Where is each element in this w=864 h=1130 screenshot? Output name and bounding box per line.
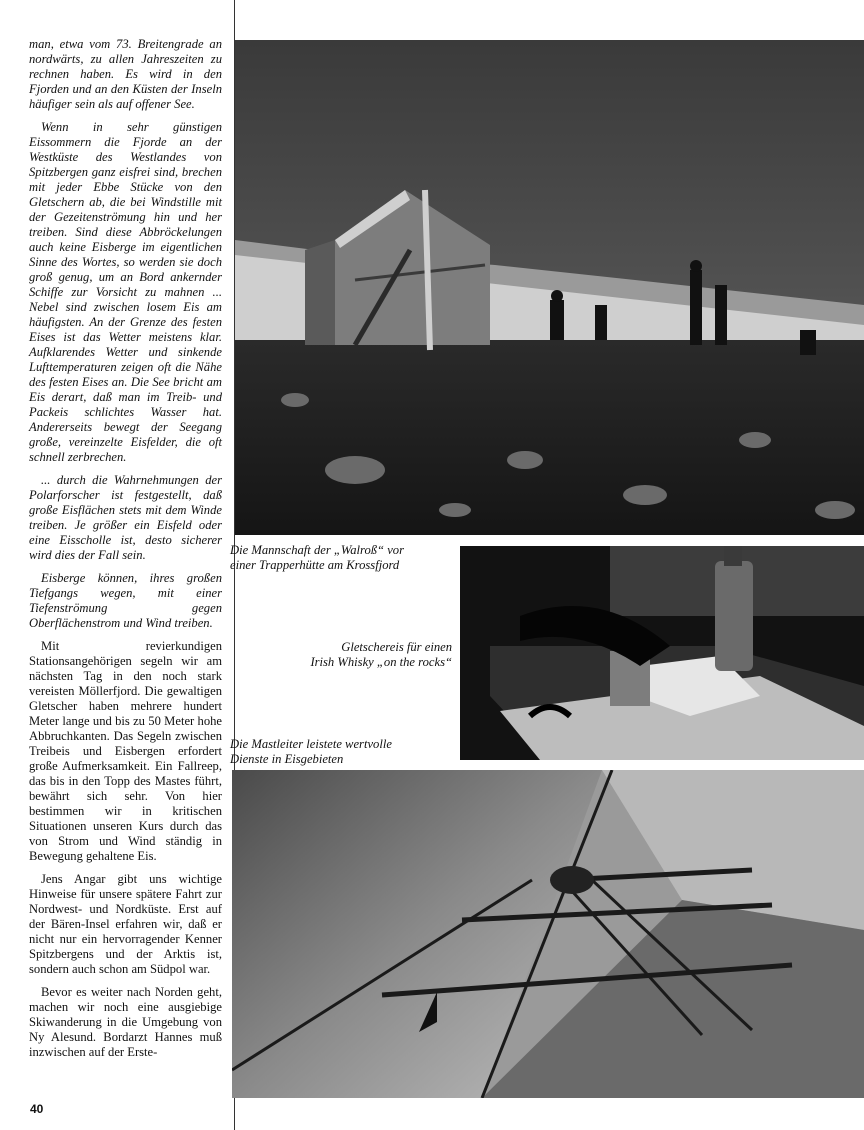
caption-trapper-hut [230, 543, 404, 573]
paragraph: Jens Angar gibt uns wichtige Hinweise für unsere spätere Fahrt zur Nordwest- und Nordküste. Erst auf der Bären-Insel erfahren wir, daß er nicht nur ein hervorragender Kenner Spitzbergens und der Arktis ist, sondern auch schon am Südpol war. [29, 872, 222, 976]
page-number: 40 [30, 1102, 44, 1116]
paragraph: ... durch die Wahrnehmungen der Polarforscher ist festgestellt, daß große Eisflächen stets mit dem Winde treiben. Je größer ein Eisfeld oder eine Eisscholle ist, desto sicherer wird dies der Fall sein. [29, 473, 222, 562]
caption-line: Dienste in Eisgebieten [230, 752, 344, 766]
mast-ladder-photo [232, 770, 864, 1098]
paragraph: man, etwa vom 73. Breitengrade an nordwärts, zu allen Jahreszeiten zu rechnen haben. Es wird in den Fjorden und an den Küsten der Inseln häufiger sein als auf offener See. [29, 37, 222, 111]
caption-line: einer Trapperhütte am Krossfjord [230, 558, 400, 572]
caption-line: Die Mannschaft der „Walroß“ vor [230, 543, 404, 557]
caption-line: Irish Whisky „on the rocks“ [310, 655, 452, 669]
caption-mast-ladder [230, 737, 392, 767]
caption-whisky [272, 640, 452, 670]
paragraph: Mit revierkundigen Stationsangehörigen segeln wir am nächsten Tag in den noch stark vereisten Möllerfjord. Die gewaltigen Gletscher haben mehrere hundert Meter lange und bis zu 50 Meter hohe Abbruchkanten. Das Segeln zwischen Treibeis und Eisbergen erfordert große Aufmerksamkeit. Ein Fallreep, das bis in den Topp des Mastes führt, bewährt sich sehr. Von hier bestimmen wir in kritischen Situationen unseren Kurs durch das von Strom und Wind ständig in Bewegung gehaltene Eis. [29, 639, 222, 863]
paragraph: Eisberge können, ihres großen Tiefgangs wegen, mit einer Tiefenströmung gegen Oberflächenstrom und Wind treiben. [29, 571, 222, 630]
paragraph: Wenn in sehr günstigen Eissommern die Fjorde an der Westküste des Westlandes von Spitzbergen ganz eisfrei sind, brechen mit jeder Ebbe Stücke von den Gletschern ab, die bei Windstille mit der Gezeitenströmung hin und her treiben. Sind diese Abbröckelungen auch keine Eisberge im eigentlichen Sinne des Wortes, so werden sie doch groß genug, um an Bord ankernder Schiffe zur Vorsicht zu mahnen ... Nebel sind zwischen losem Eis am häufigsten. An der Grenze des festen Eises ist das Wetter meistens klar. Aufklarendes Wetter und sinkende Lufttemperaturen zeigen oft die Nähe des festen Eises an. Die See bricht am Eis derart, daß man im Treib- und Packeis schlichtes Wasser hat. Andererseits bewegt der Seegang große, vereinzelte Eisfelder, die oft schnell zerbrechen. [29, 120, 222, 464]
paragraph: Bevor es weiter nach Norden geht, machen wir noch eine ausgiebige Skiwanderung in die Umgebung von Ny Alesund. Bordarzt Hannes muß inzwischen auf der Erste- [29, 985, 222, 1059]
caption-line: Die Mastleiter leistete wertvolle [230, 737, 392, 751]
whisky-photo [460, 546, 864, 760]
text-column [29, 37, 222, 1068]
trapper-hut-photo [235, 40, 864, 535]
caption-line: Gletschereis für einen [341, 640, 452, 654]
